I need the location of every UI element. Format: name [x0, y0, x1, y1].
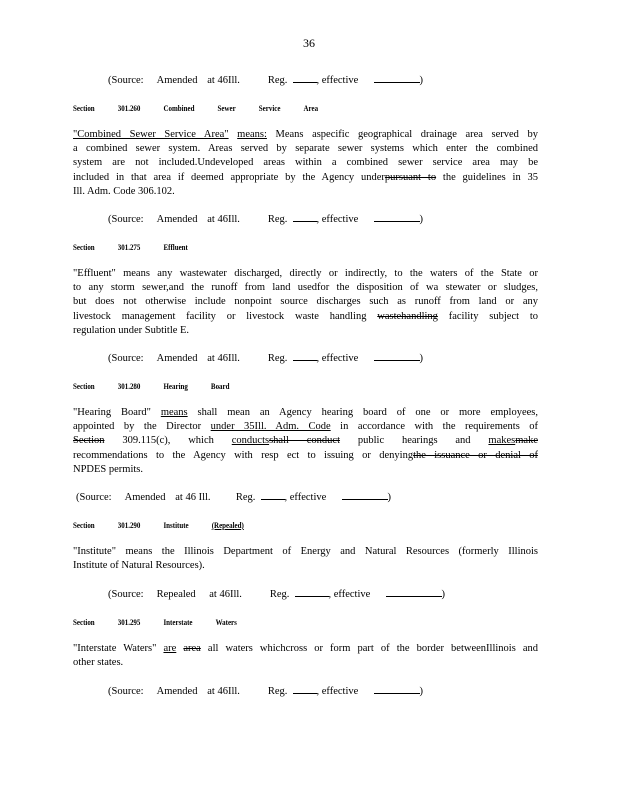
inserted-text: means — [160, 407, 188, 418]
section-heading — [73, 520, 277, 530]
blank-line — [293, 684, 317, 694]
section-number: 301.280 — [117, 381, 141, 391]
text-run: facility subject to — [437, 310, 538, 322]
source-lead: (Source: — [108, 214, 144, 225]
source-effective: , effective — [316, 686, 359, 697]
section-label: Section — [73, 242, 95, 252]
paragraph-line — [73, 324, 538, 338]
blank-line — [342, 490, 388, 500]
source-lead: (Source: — [76, 492, 112, 503]
deleted-text: make — [515, 435, 538, 447]
text-run: included in that area if deemed appropriate by the Agency under — [73, 171, 385, 183]
source-note — [108, 212, 423, 225]
deleted-text: wastehandling — [377, 310, 438, 322]
blank-line — [374, 351, 420, 361]
definition-paragraph — [73, 642, 538, 670]
paragraph-line — [73, 171, 538, 185]
source-reg-label: Reg. — [267, 353, 288, 364]
source-note — [108, 587, 445, 600]
paragraph-line — [73, 406, 538, 420]
paragraph-line — [73, 310, 538, 324]
paragraph-line — [73, 449, 538, 463]
section-label: Section — [73, 103, 95, 113]
source-end: ) — [387, 492, 391, 503]
inserted-text: makes — [488, 435, 516, 447]
text-run: Ill. Adm. Code 306.102. — [73, 185, 175, 197]
paragraph-line — [73, 267, 538, 281]
text-run: livestock management facility or livestock waste handling — [73, 310, 378, 322]
text-run: in accordance with the requirements of — [330, 421, 539, 433]
source-note — [108, 73, 423, 86]
section-heading — [73, 242, 209, 252]
blank-line — [293, 212, 317, 222]
source-action: Amended — [124, 492, 166, 503]
paragraph-line — [73, 128, 538, 142]
deleted-text: the issuance or denial of — [413, 449, 539, 461]
paragraph-line — [73, 559, 538, 573]
text-run: shall mean an Agency hearing board of one or more employees, — [187, 407, 538, 418]
source-end: ) — [441, 589, 445, 600]
text-run: recommendations to the Agency with resp ect to issuing or denying — [73, 449, 414, 461]
paragraph-line — [73, 656, 538, 670]
section-heading — [73, 617, 258, 627]
source-effective: , effective — [316, 353, 359, 364]
blank-line — [386, 587, 442, 597]
source-effective: , effective — [328, 589, 371, 600]
source-end: ) — [419, 353, 423, 364]
text-run: system are not included.Undeveloped areas within a combined sewer service area may be — [73, 157, 538, 169]
deleted-text: Section — [73, 435, 105, 447]
definition-paragraph — [73, 267, 538, 338]
source-register-ref: at 46Ill. — [207, 75, 240, 86]
source-register-ref: at 46Ill. — [207, 686, 240, 697]
definition-paragraph — [73, 406, 538, 477]
text-run: NPDES permits. — [73, 463, 144, 475]
section-number: 301.260 — [117, 103, 141, 113]
repealed-label: (Repealed) — [211, 520, 244, 530]
page-number: 36 — [303, 36, 315, 50]
section-title-word: Hearing — [163, 381, 188, 391]
source-lead: (Source: — [108, 589, 144, 600]
source-reg-label: Reg. — [269, 589, 290, 600]
source-note — [108, 351, 423, 364]
source-end: ) — [419, 686, 423, 697]
source-end: ) — [419, 75, 423, 86]
source-effective: , effective — [316, 75, 359, 86]
section-label: Section — [73, 617, 95, 627]
source-register-ref: at 46 Ill. — [175, 492, 211, 503]
text-run: appointed by the Director — [73, 421, 211, 433]
source-end: ) — [419, 214, 423, 225]
text-run: a combined sewer system. Areas served by separate sewer systems which enter the combined — [73, 143, 538, 155]
source-reg-label: Reg. — [235, 492, 256, 503]
source-note — [108, 684, 423, 697]
source-lead: (Source: — [108, 75, 144, 86]
text-run: "Effluent" means any wastewater discharged, directly or indirectly, to the waters of the State or — [73, 268, 538, 279]
blank-line — [293, 351, 317, 361]
text-run: public hearings and — [340, 435, 489, 447]
section-number: 301.290 — [117, 520, 141, 530]
section-title-word: Service — [258, 103, 281, 113]
blank-line — [295, 587, 329, 597]
inserted-text: under 35Ill. Adm. Code — [210, 421, 331, 433]
paragraph-line — [73, 434, 538, 448]
paragraph-line — [73, 420, 538, 434]
source-reg-label: Reg. — [267, 214, 288, 225]
blank-line — [374, 684, 420, 694]
inserted-text: "Combined Sewer Service Area" — [73, 129, 229, 140]
source-register-ref: at 46Ill. — [209, 589, 242, 600]
text-run: 309.115(c), which — [104, 435, 232, 447]
section-title-word: Board — [210, 381, 230, 391]
paragraph-line — [73, 185, 538, 199]
section-label: Section — [73, 520, 95, 530]
section-title-word: Sewer — [217, 103, 236, 113]
source-action: Amended — [156, 353, 198, 364]
inserted-text: means: — [237, 129, 267, 140]
deleted-text: area — [183, 643, 201, 654]
deleted-text: shall conduct — [269, 435, 341, 447]
source-reg-label: Reg. — [267, 75, 288, 86]
section-title-word: Interstate — [163, 617, 193, 627]
blank-line — [374, 212, 420, 222]
definition-paragraph — [73, 128, 538, 199]
paragraph-line — [73, 156, 538, 170]
text-run — [229, 129, 238, 140]
text-run: other states. — [73, 657, 124, 669]
text-run: regulation under Subtitle E. — [73, 324, 190, 336]
section-heading — [73, 103, 339, 113]
text-run: to any storm sewer,and the runoff from land usedfor the disposition of wa stewater or sludges, — [73, 282, 538, 294]
blank-line — [293, 73, 317, 83]
source-action: Amended — [156, 214, 198, 225]
blank-line — [374, 73, 420, 83]
text-run: "Hearing Board" — [73, 407, 161, 418]
paragraph-line — [73, 281, 538, 295]
text-run: "Institute" means the Illinois Department of Energy and Natural Resources (formerly Illinois — [73, 546, 538, 557]
section-title-word: Effluent — [163, 242, 188, 252]
source-action: Amended — [156, 75, 198, 86]
paragraph-line — [73, 545, 538, 559]
inserted-text: conducts — [231, 435, 270, 447]
source-lead: (Source: — [108, 353, 144, 364]
section-number: 301.295 — [117, 617, 141, 627]
section-title-word: Combined — [163, 103, 195, 113]
source-effective: , effective — [284, 492, 327, 503]
section-title-word: Area — [303, 103, 319, 113]
text-run: but does not otherwise include nonpoint source discharges such as runoff from land or any — [73, 296, 538, 308]
text-run: Means aspecific geographical drainage area served by — [266, 129, 538, 140]
section-label: Section — [73, 381, 95, 391]
deleted-text: pursuant to — [384, 171, 437, 183]
section-heading — [73, 381, 251, 391]
source-reg-label: Reg. — [267, 686, 288, 697]
paragraph-line — [73, 142, 538, 156]
text-run: "Interstate Waters" — [73, 643, 164, 654]
paragraph-line — [73, 295, 538, 309]
inserted-text: are — [163, 643, 177, 654]
section-title-word: Institute — [163, 520, 189, 530]
source-lead: (Source: — [108, 686, 144, 697]
section-title-word: Waters — [215, 617, 237, 627]
blank-line — [261, 490, 285, 500]
paragraph-line — [73, 463, 538, 477]
text-run: all waters whichcross or form part of the border betweenIllinois and — [200, 643, 538, 654]
source-action: Repealed — [156, 589, 196, 600]
text-run: the guidelines in 35 — [436, 171, 539, 183]
source-register-ref: at 46Ill. — [207, 353, 240, 364]
text-run: Institute of Natural Resources). — [73, 560, 205, 572]
paragraph-line — [73, 642, 538, 656]
source-note — [76, 490, 391, 503]
section-number: 301.275 — [117, 242, 141, 252]
source-register-ref: at 46Ill. — [207, 214, 240, 225]
definition-paragraph — [73, 545, 538, 573]
source-effective: , effective — [316, 214, 359, 225]
source-action: Amended — [156, 686, 198, 697]
